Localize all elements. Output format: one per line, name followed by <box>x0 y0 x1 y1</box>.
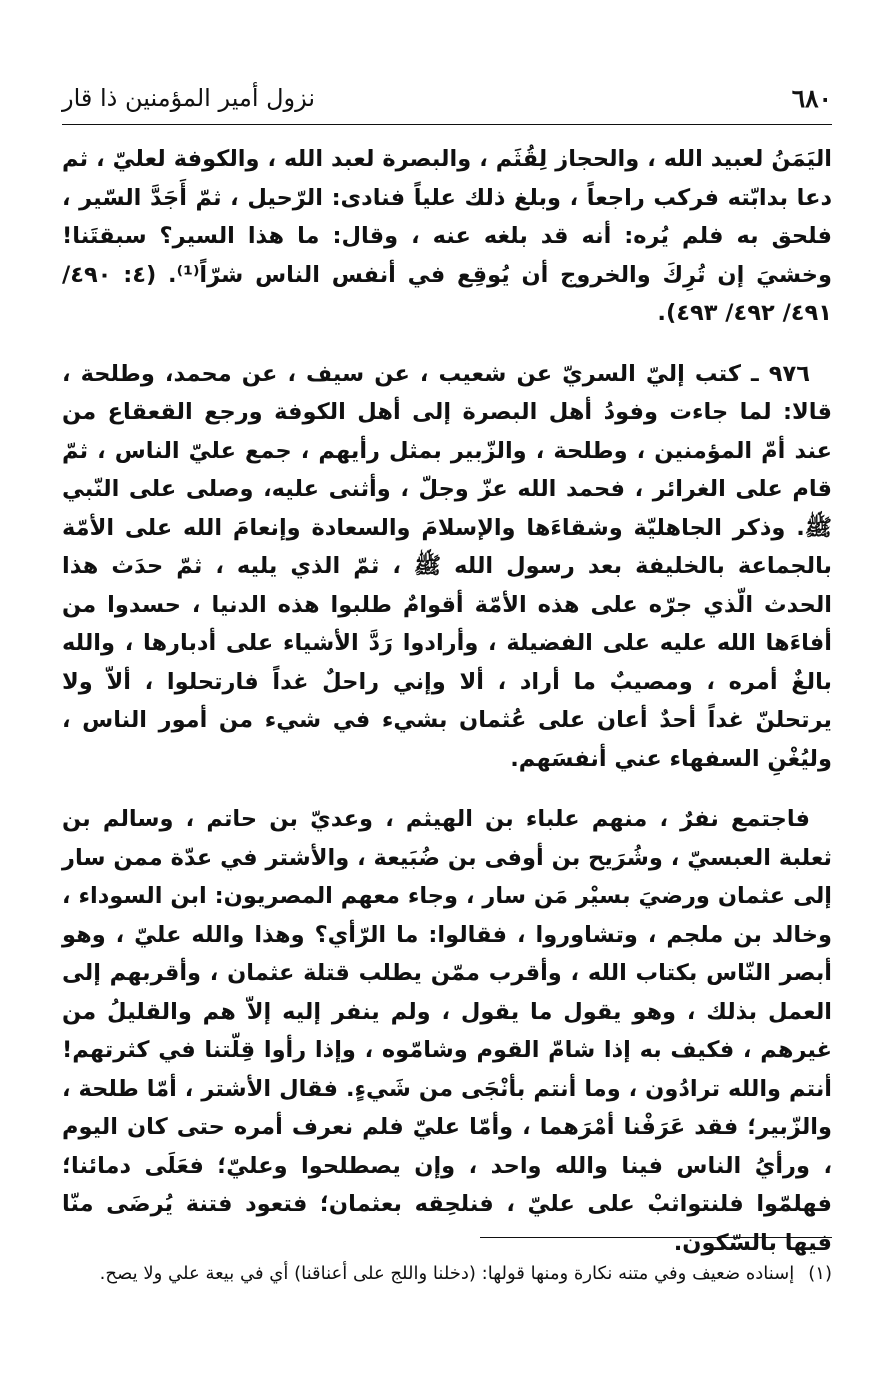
paragraph-gathering: فاجتمع نفرٌ ، منهم علباء بن الهيثم ، وعديّ بن حاتم ، وسالم بن ثعلبة العبسيّ ، وشُرَيح بن أوفى بن ضُبَيعة ، والأشتر في عدّة ممن سار إلى عثمان ورضيَ بسيْر مَن سار ، وجاء معهم المصريون: ابن السوداء ، وخالد بن ملجم ، وتشاوروا ، فقالوا: ما الرّأي؟ وهذا والله عليّ ، وهو أبصر النّاس بكتاب الله ، وأقرب ممّن يطلب قتلة عثمان ، وأقربهم إلى العمل بذلك ، وهو يقول ما يقول ، ولم ينفر إليه إلاّ هم والقليلُ من غيرهم ، فكيف به إذا شامّ القوم وشامّوه ، وإذا رأوا قِلّتنا في كثرتهم! أنتم والله ترادُون ، وما أنتم بأنْجَى من شَيءٍ. فقال الأشتر ، أمّا طلحة ، والزّبير؛ فقد عَرَفْنا أمْرَهما ، وأمّا عليّ فلم نعرف أمره حتى كان اليوم ، ورأيُ الناس فينا والله واحد ، وإن يصطلحوا وعليّ؛ فعَلَى دمائنا؛ فهلمّوا فلنتواثبْ على عليّ ، فنلحِقه بعثمان؛ فتعود فتنة يُرضَى منّا فيها بالسّكون. <box>62 806 832 1256</box>
footnote-text: إسناده ضعيف وفي متنه نكارة ومنها قولها: (دخلنا واللج على أعناقنا) أي في بيعة علي ولا يصح. <box>99 1263 795 1284</box>
footnote-marker: (١) <box>808 1263 832 1284</box>
paragraph-narration-976: ٩٧٦ ـ كتب إليّ السريّ عن شعيب ، عن سيف ، عن محمد، وطلحة ، قالا: لما جاءت وفودُ أهل البصرة إلى أهل الكوفة ورجع القعقاع من عند أمّ المؤمنين ، وطلحة ، والزّبير بمثل رأيهم ، جمع عليّ الناس ، ثمّ قام على الغرائر ، فحمد الله عزّ وجلّ ، وأثنى عليه، وصلى على النّبي ﷺ. وذكر الجاهليّة وشقاءَها والإسلامَ والسعادة وإنعامَ الله على الأمّة بالجماعة بالخليفة بعد رسول الله ﷺ ، ثمّ الذي يليه ، ثمّ حدَث هذا الحدث الّذي جرّه على هذه الأمّة أقوامٌ طلبوا هذه الدنيا ، حسدوا من أفاءَها الله عليه على الفضيلة ، وأرادوا رَدَّ الأشياء على أدبارها ، والله بالغٌ أمره ، ومصيبٌ ما أراد ، ألا وإني راحلٌ غداً فارتحلوا ، ألاّ ولا يرتحلنّ غداً أحدٌ أعان على عُثمان بشيء في شيء من أمور الناس ، وليُغْنِ السفهاء عني أنفسَهم. <box>62 360 832 772</box>
running-title: نزول أمير المؤمنين ذا قار <box>62 84 316 112</box>
footnotes <box>62 1258 832 1290</box>
header-rule <box>62 124 832 125</box>
main-text <box>62 140 832 1262</box>
page-number: ٦٨٠ <box>791 84 832 113</box>
page-header <box>62 78 832 122</box>
footnote-1 <box>62 1258 832 1290</box>
footnote-rule <box>480 1237 832 1238</box>
paragraph-continuation: اليَمَنُ لعبيد الله ، والحجاز لِقُثَم ، والبصرة لعبد الله ، والكوفة لعليّ ، ثم دعا بدابّته فركب راجعاً ، وبلغ ذلك علياً فنادى: الرّحيل ، ثمّ أَجَدَّ السّير ، فلحق به فلم يُره: أنه قد بلغه عنه ، وقال: ما هذا السير؟ سبقتَنا! وخشيَ إن تُرِكَ والخروج أن يُوقِع في أنفس الناس شرّاً⁽¹⁾. (٤: ٤٩٠/ ٤٩١/ ٤٩٢/ ٤٩٣). <box>62 146 832 326</box>
